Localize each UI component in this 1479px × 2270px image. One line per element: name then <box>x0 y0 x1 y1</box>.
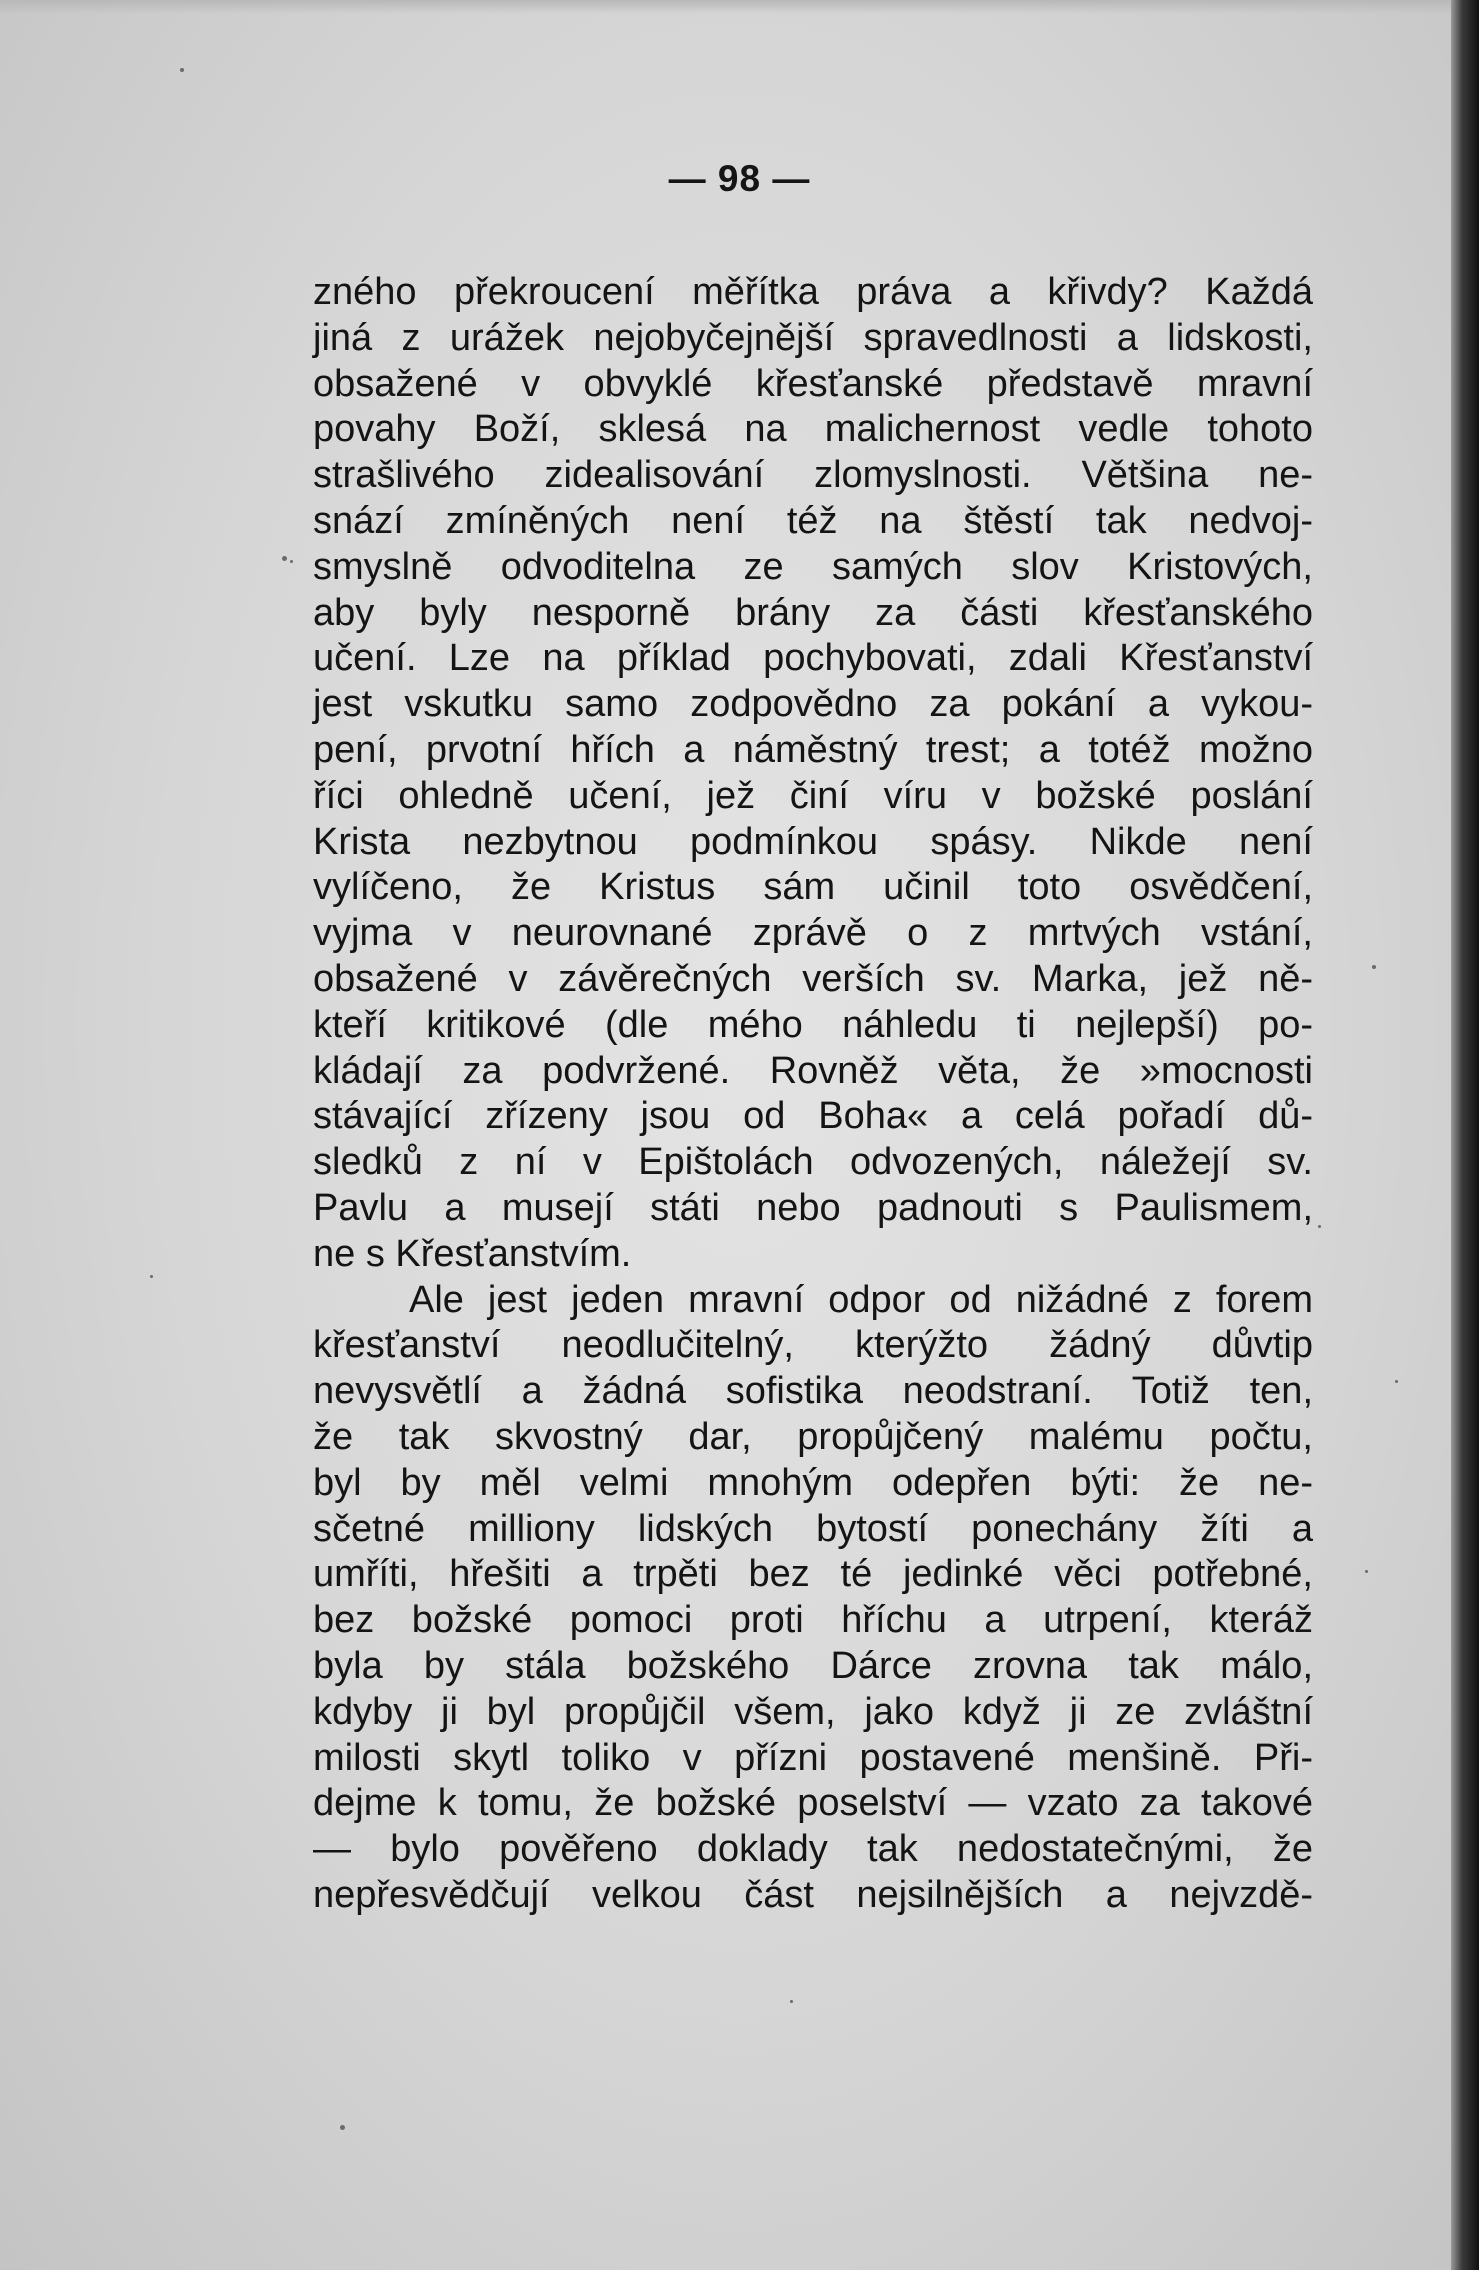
scan-speck <box>282 556 287 561</box>
text-line: Pavlu a musejí státi nebo padnouti s Paulismem, <box>313 1186 1313 1229</box>
text-line: zného překroucení měřítka práva a křivdy? Každá <box>313 271 1313 313</box>
scan-speck <box>1365 1570 1368 1573</box>
text-line: sčetné milliony lidských bytostí ponechány žíti a <box>313 1507 1313 1550</box>
text-line: vylíčeno, že Kristus sám učinil toto osvědčení, <box>313 866 1313 909</box>
text-line: umříti, hřešiti a trpěti bez té jedinké věci potřebné, <box>313 1553 1313 1596</box>
text-line: pení, prvotní hřích a náměstný trest; a totéž možno <box>313 728 1313 771</box>
text-line: Ale jest jeden mravní odpor od nižádné z forem <box>409 1278 1313 1321</box>
text-line: nepřesvědčují velkou část nejsilnějších a nejvzdě- <box>313 1873 1313 1916</box>
text-line: kdyby ji byl propůjčil všem, jako když ji ze zvláštní <box>313 1690 1313 1733</box>
scan-speck <box>1395 1380 1398 1383</box>
text-line: bez božské pomoci proti hříchu a utrpení, kteráž <box>313 1599 1313 1642</box>
text-line: aby byly nesporně brány za části křesťanského <box>313 591 1313 634</box>
text-line: jiná z urážek nejobyčejnější spravedlnosti a lidskosti, <box>313 316 1313 359</box>
text-line: kteří kritikové (dle mého náhledu ti nejlepší) po- <box>313 1003 1313 1046</box>
text-line: obsažené v závěrečných verších sv. Marka, jež ně- <box>313 957 1313 1000</box>
scan-speck <box>1372 965 1376 969</box>
text-line: strašlivého zidealisování zlomyslnosti. Většina ne- <box>313 454 1313 497</box>
text-line: nevysvětlí a žádná sofistika neodstraní. Totiž ten, <box>313 1370 1313 1413</box>
text-line: sledků z ní v Epištolách odvozených, náležejí sv. <box>313 1141 1313 1184</box>
scan-speck <box>290 560 293 563</box>
scan-speck <box>340 2125 345 2130</box>
paragraph-1 <box>313 270 1313 1278</box>
page-top-edge <box>0 0 1479 14</box>
text-line: snází zmíněných není též na štěstí tak nedvoj- <box>313 499 1313 542</box>
text-line: učení. Lze na příklad pochybovati, zdali Křesťanství <box>313 637 1313 680</box>
scan-speck <box>150 1275 153 1278</box>
text-line: obsažené v obvyklé křesťanské představě mravní <box>313 362 1313 405</box>
text-line: Krista nezbytnou podmínkou spásy. Nikde není <box>313 820 1313 863</box>
text-line: jest vskutku samo zodpovědno za pokání a vykou- <box>313 683 1313 726</box>
text-line: ne s Křesťanstvím. <box>313 1232 632 1275</box>
text-line: kládají za podvržené. Rovněž věta, že »mocnosti <box>313 1049 1313 1092</box>
text-line: byl by měl velmi mnohým odepřen býti: že ne- <box>313 1461 1313 1504</box>
text-line: milosti skytl toliko v přízni postavené menšině. Při- <box>313 1736 1313 1779</box>
body-text <box>313 270 1313 1919</box>
text-line: křesťanství neodlučitelný, kterýžto žádný důvtip <box>313 1324 1313 1367</box>
text-line: smyslně odvoditelna ze samých slov Kristových, <box>313 545 1313 588</box>
text-line: říci ohledně učení, jež činí víru v božské poslání <box>313 774 1313 817</box>
text-line: — bylo pověřeno doklady tak nedostatečnými, že <box>313 1828 1313 1871</box>
text-line: byla by stála božského Dárce zrovna tak málo, <box>313 1644 1313 1687</box>
scan-speck <box>790 2000 793 2003</box>
text-line: vyjma v neurovnané zprávě o z mrtvých vstání, <box>313 912 1313 955</box>
paragraph-2 <box>313 1278 1313 1919</box>
scan-speck <box>1318 1225 1321 1228</box>
text-line: že tak skvostný dar, propůjčený malému počtu, <box>313 1415 1313 1458</box>
page-right-edge <box>1451 0 1479 2270</box>
text-line: povahy Boží, sklesá na malichernost vedle tohoto <box>313 408 1313 451</box>
page-number: — 98 — <box>668 158 811 199</box>
text-line: dejme k tomu, že božské poselství — vzato za takové <box>313 1782 1313 1825</box>
scan-speck <box>180 68 184 72</box>
text-line: stávající zřízeny jsou od Boha« a celá pořadí dů- <box>313 1095 1313 1138</box>
